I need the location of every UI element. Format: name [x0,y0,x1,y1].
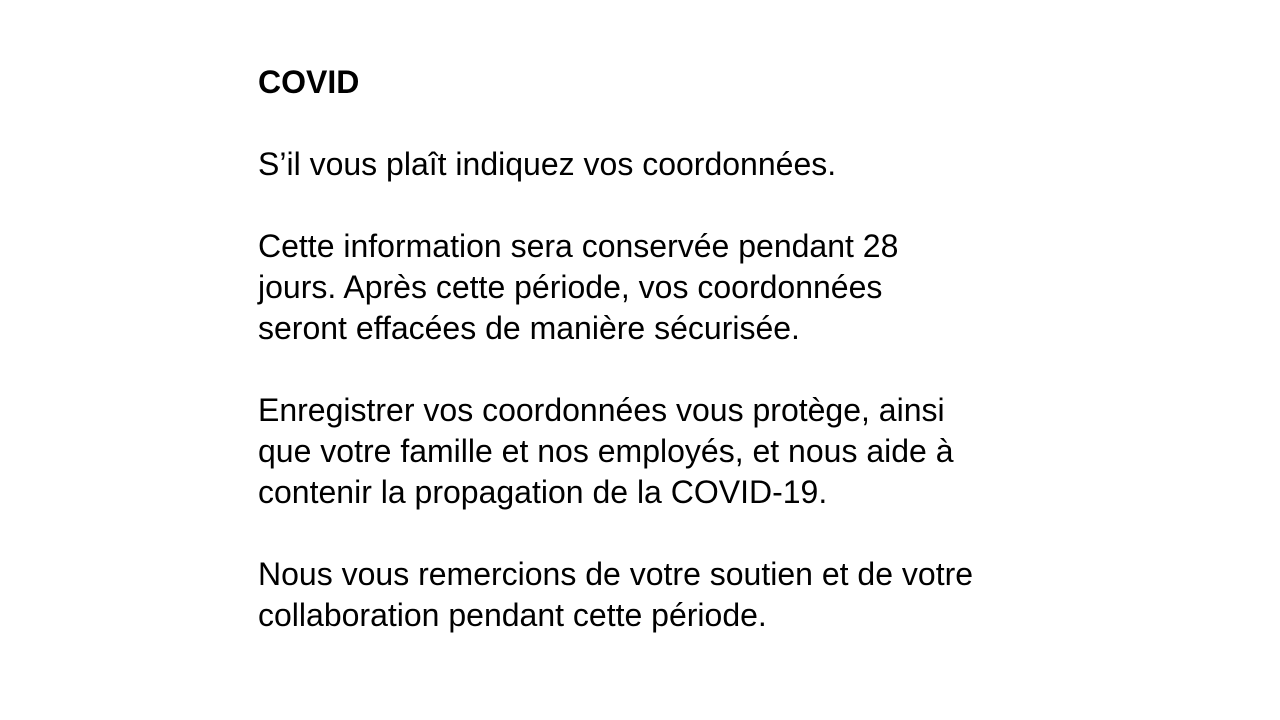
text-line: collaboration pendant cette période. [258,597,767,633]
text-line: que votre famille et nos employés, et nous aide à [258,433,954,469]
document-body [258,62,1078,636]
text-line: contenir la propagation de la COVID-19. [258,474,828,510]
text-line: Cette information sera conservée pendant 28 [258,228,899,264]
text-line: seront effacées de manière sécurisée. [258,310,800,346]
paragraph-protection [258,390,1078,513]
paragraph-instruction [258,144,1078,185]
paragraph-thanks [258,554,1078,636]
text-line: Enregistrer vos coordonnées vous protège, ainsi [258,392,945,428]
text-line: Nous vous remercions de votre soutien et de votre [258,556,974,592]
text-line: jours. Après cette période, vos coordonnées [258,269,883,305]
document-title: COVID [258,64,360,100]
paragraph-retention [258,226,1078,349]
text-line: S’il vous plaît indiquez vos coordonnées. [258,146,837,182]
